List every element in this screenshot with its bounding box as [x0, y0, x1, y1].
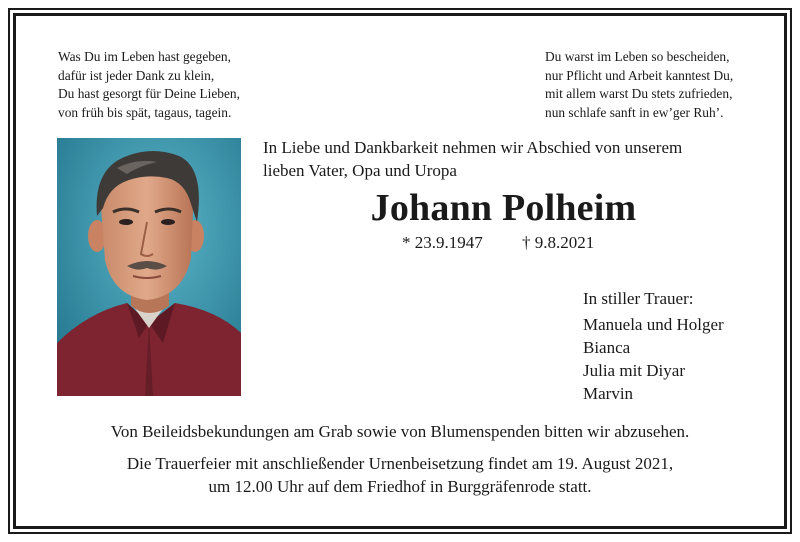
poem-right-line: mit allem warst Du stets zufrieden, — [545, 86, 733, 102]
funeral-info-line-2: um 12.00 Uhr auf dem Friedhof in Burggräfenrode statt. — [208, 477, 592, 496]
poem-left-line: dafür ist jeder Dank zu klein, — [58, 67, 215, 83]
poem-right-line: nun schlafe sanft in ew’ger Ruh’. — [545, 104, 724, 120]
deceased-name: Johann Polheim — [370, 187, 637, 229]
mourner-name: Bianca — [583, 338, 631, 357]
funeral-info — [20, 452, 780, 498]
funeral-info-line-1: Die Trauerfeier mit anschließender Urnenbeisetzung findet am 19. August 2021, — [126, 454, 674, 473]
mourner-name: Manuela und Holger — [583, 315, 724, 334]
mourners-block — [583, 287, 724, 405]
portrait-photo — [57, 138, 241, 396]
poem-right-line: nur Pflicht und Arbeit kanntest Du, — [545, 67, 734, 83]
poem-right-line: Du warst im Leben so bescheiden, — [545, 49, 730, 64]
birth-date: * 23.9.1947 — [402, 233, 483, 252]
mourner-name: Julia mit Diyar — [583, 361, 685, 380]
death-date: † 9.8.2021 — [522, 233, 595, 252]
poem-left-line: von früh bis spät, tagaus, tagein. — [58, 104, 232, 120]
intro-text — [263, 136, 744, 182]
mourners-label: In stiller Trauer: — [583, 289, 694, 308]
poem-left-line: Was Du im Leben hast gegeben, — [58, 49, 231, 64]
poem-right — [545, 48, 733, 122]
poem-left — [58, 48, 240, 122]
mourner-name: Marvin — [583, 384, 634, 403]
intro-line-1: In Liebe und Dankbarkeit nehmen wir Abschied von unserem — [263, 138, 683, 157]
poem-left-line: Du hast gesorgt für Deine Lieben, — [58, 86, 240, 102]
intro-line-2: lieben Vater, Opa und Uropa — [263, 161, 457, 180]
condolence-note: Von Beileidsbekundungen am Grab sowie von Blumenspenden bitten wir abzusehen. — [110, 422, 690, 441]
